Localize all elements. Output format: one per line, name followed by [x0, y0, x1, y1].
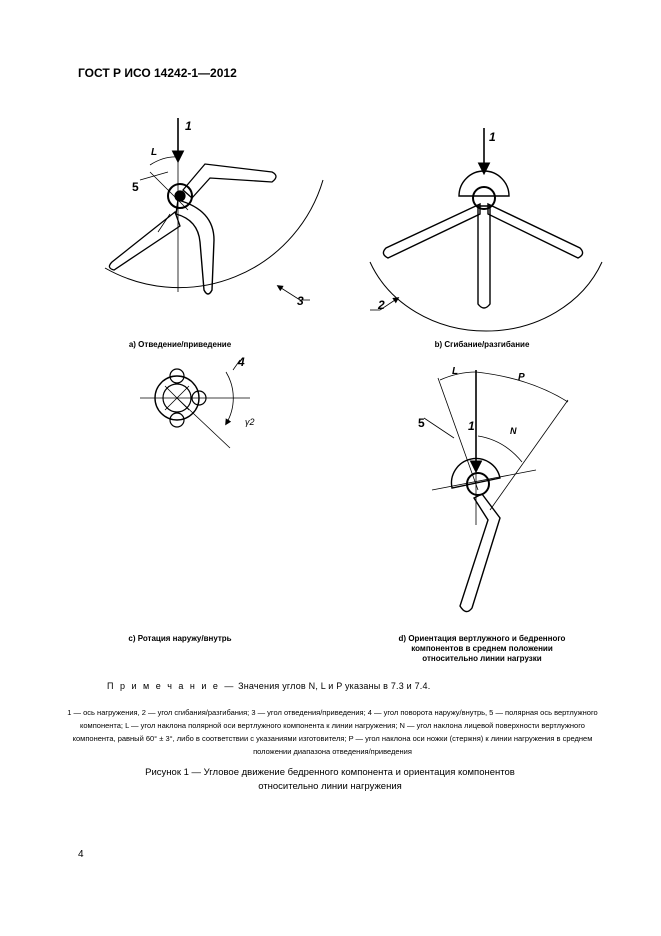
stem-axis-ext	[490, 400, 568, 510]
figure-title	[100, 766, 560, 794]
label-c-g2: γ2	[245, 417, 255, 427]
label-c-4: 4	[238, 355, 245, 369]
caption-d: d) Ориентация вертлужного и бедренного компонентов в среднем положении относительно линии нагрузки	[398, 634, 566, 663]
stem-ghost-left	[109, 212, 180, 270]
label-a-1: 1	[185, 119, 192, 133]
stem-d	[460, 494, 500, 612]
panel-a-drawing	[105, 118, 323, 300]
label-a-5: 5	[132, 180, 139, 194]
stem-left	[383, 204, 480, 258]
stem-ghost-right	[183, 164, 276, 198]
label-a-3: 3	[297, 294, 304, 308]
label-d-N: N	[510, 426, 517, 436]
stem-vertical	[478, 206, 490, 308]
page-header: ГОСТ Р ИСО 14242-1—2012	[78, 66, 237, 80]
note-text: Значения углов N, L и P указаны в 7.3 и 7.4.	[238, 681, 431, 691]
label-d-1: 1	[468, 419, 475, 433]
label-d-5: 5	[418, 416, 425, 430]
flexion-arc	[370, 262, 602, 331]
figure-title-line1: Рисунок 1 — Угловое движение бедренного компонента и ориентация компонентов	[145, 767, 515, 778]
panel-d-drawing	[424, 370, 568, 612]
acetabular-cup	[459, 171, 509, 196]
caption-b: b) Сгибание/разгибание	[434, 340, 530, 349]
panel-b-drawing	[370, 128, 602, 331]
label-b-1: 1	[489, 130, 496, 144]
caption-c: c) Ротация наружу/внутрь	[128, 634, 232, 643]
femoral-head-center	[175, 191, 185, 201]
page-number: 4	[78, 849, 84, 860]
label-d-L: L	[452, 366, 459, 377]
label-b-2: 2	[378, 298, 385, 312]
stem-right	[488, 204, 583, 258]
label-a-L: L	[151, 147, 158, 158]
note-prefix: П р и м е ч а н и е —	[107, 681, 236, 691]
caption-a: а) Отведение/приведение	[128, 340, 232, 349]
label-d-P: P	[518, 372, 525, 383]
pole-axis	[438, 378, 478, 490]
note	[107, 681, 430, 691]
figure-title-line2: относительно линии нагружения	[258, 781, 402, 792]
stem-main	[176, 200, 214, 294]
panel-c-drawing	[140, 360, 250, 448]
figure-legend: 1 — ось нагружения, 2 — угол сгибания/разгибания; 3 — угол отведения/приведения; 4 — угол поворота наружу/внутрь, 5 — полярная ось вертлужного компонента; L — угол наклона полярной оси вертлужного компонента к линии нагружения; N — угол наклона лицевой поверхности вертлужного компонента, равный 60° ± 3°, либо в соответствии с указаниями изготовителя; P — угол наклона оси ножки (стержня) к линии нагружения в среднем положении диапазона отведения/приведения	[67, 708, 598, 756]
